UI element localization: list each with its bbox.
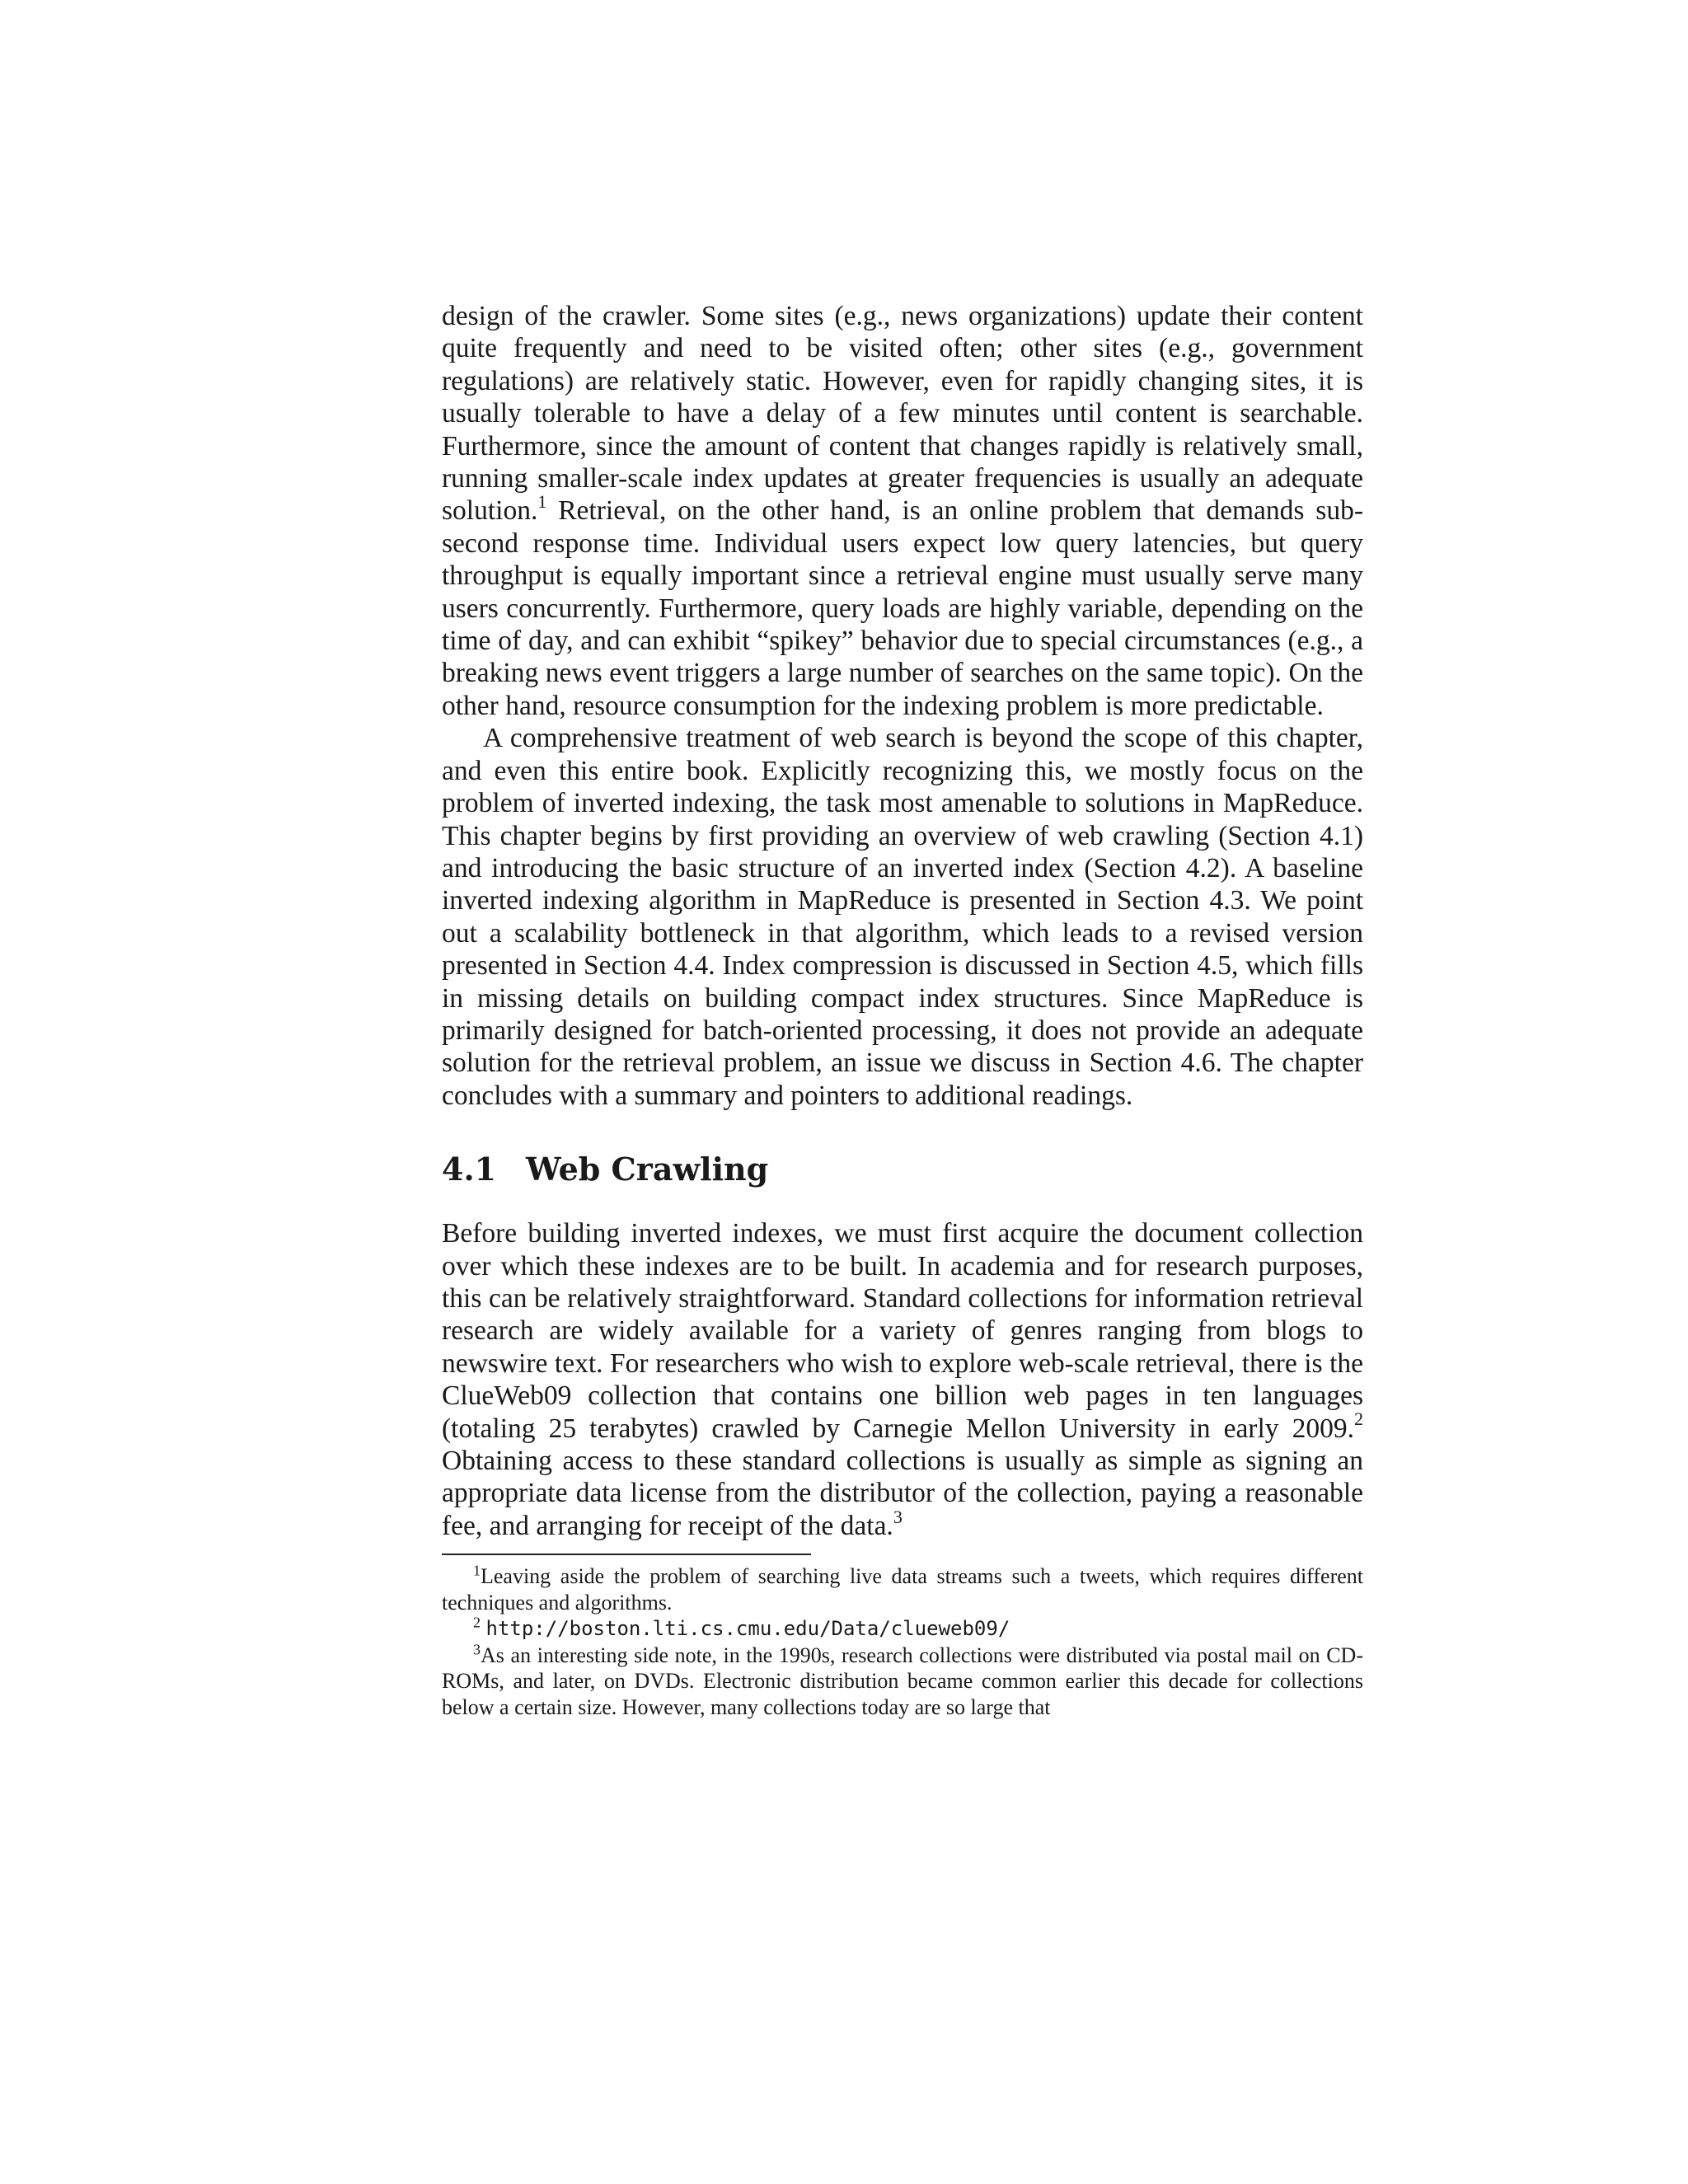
footnote-3 [442, 1643, 1363, 1721]
paragraph-text: Retrieval, on the other hand, is an online problem that demands sub-second response time. Individual users expect low query latencies, but query throughput is equally important since a retrieval engine must usually serve many users concurrently. Furthermore, query loads are highly variable, depending on the time of day, and can exhibit “spikey” behavior due to special circumstances (e.g., a breaking news event triggers a large number of searches on the same topic). On the other hand, resource consumption for the indexing problem is more predictable. [442, 495, 1363, 721]
section-number: 4.1 [442, 1151, 497, 1188]
page-body [442, 300, 1363, 1720]
footnote-divider [442, 1554, 811, 1555]
footnote-ref-1[interactable]: 1 [537, 491, 547, 513]
footnote-url-link[interactable]: http://boston.lti.cs.cmu.edu/Data/clueweb09/ [485, 1617, 1010, 1641]
section-title: Web Crawling [526, 1151, 769, 1188]
footnote-ref-3[interactable]: 3 [893, 1506, 903, 1527]
footnote-mark: 3 [473, 1641, 481, 1658]
footnote-mark: 1 [473, 1562, 481, 1579]
footnote-mark: 2 [473, 1614, 481, 1631]
paragraph-crawler-design [442, 300, 1363, 722]
footnote-1 [442, 1563, 1363, 1615]
footnote-ref-2[interactable]: 2 [1354, 1408, 1363, 1430]
footnote-text: As an interesting side note, in the 1990s, research collections were distributed via postal mail on CD-ROMs, and later, on DVDs. Electronic distribution became common earlier this decade for collections below a certain size. However, many collections today are so large that [442, 1643, 1363, 1719]
paragraph-text: design of the crawler. Some sites (e.g., news organizations) update their content quite frequently and need to be visited often; other sites (e.g., government regulations) are relatively static. However, even for rapidly changing sites, it is usually tolerable to have a delay of a few minutes until content is searchable. Furthermore, since the amount of content that changes rapidly is relatively small, running smaller-scale index updates at greater frequencies is usually an adequate solution. [442, 301, 1363, 527]
section-heading [442, 1151, 1363, 1188]
paragraph-chapter-overview: A comprehensive treatment of web search is beyond the scope of this chapter, and even this entire book. Explicitly recognizing this, we mostly focus on the problem of inverted indexing, the task most amenable to solutions in MapReduce. This chapter begins by first providing an overview of web crawling (Section 4.1) and introducing the basic structure of an inverted index (Section 4.2). A baseline inverted indexing algorithm in MapReduce is presented in Section 4.3. We point out a scalability bottleneck in that algorithm, which leads to a revised version presented in Section 4.4. Index compression is discussed in Section 4.5, which fills in missing details on building compact index structures. Since MapReduce is primarily designed for batch-oriented processing, it does not provide an adequate solution for the retrieval problem, an issue we discuss in Section 4.6. The chapter concludes with a summary and pointers to additional readings. [442, 723, 1363, 1111]
paragraph-text: Before building inverted indexes, we must first acquire the document collection over which these indexes are to be built. In academia and for research purposes, this can be relatively straightforward. Standard collections for information retrieval research are widely available for a variety of genres ranging from blogs to newswire text. For researchers who wish to explore web-scale retrieval, there is the ClueWeb09 collection that contains one billion web pages in ten languages (totaling 25 terabytes) crawled by Carnegie Mellon University in early 2009. [442, 1218, 1363, 1444]
footnote-2 [442, 1615, 1363, 1643]
paragraph-text: Obtaining access to these standard collections is usually as simple as signing an appropriate data license from the distributor of the collection, paying a reasonable fee, and arranging for receipt of the data. [442, 1446, 1363, 1541]
footnote-text: Leaving aside the problem of searching live data streams such a tweets, which requires different techniques and algorithms. [442, 1564, 1363, 1615]
paragraph-web-crawling [442, 1217, 1363, 1542]
